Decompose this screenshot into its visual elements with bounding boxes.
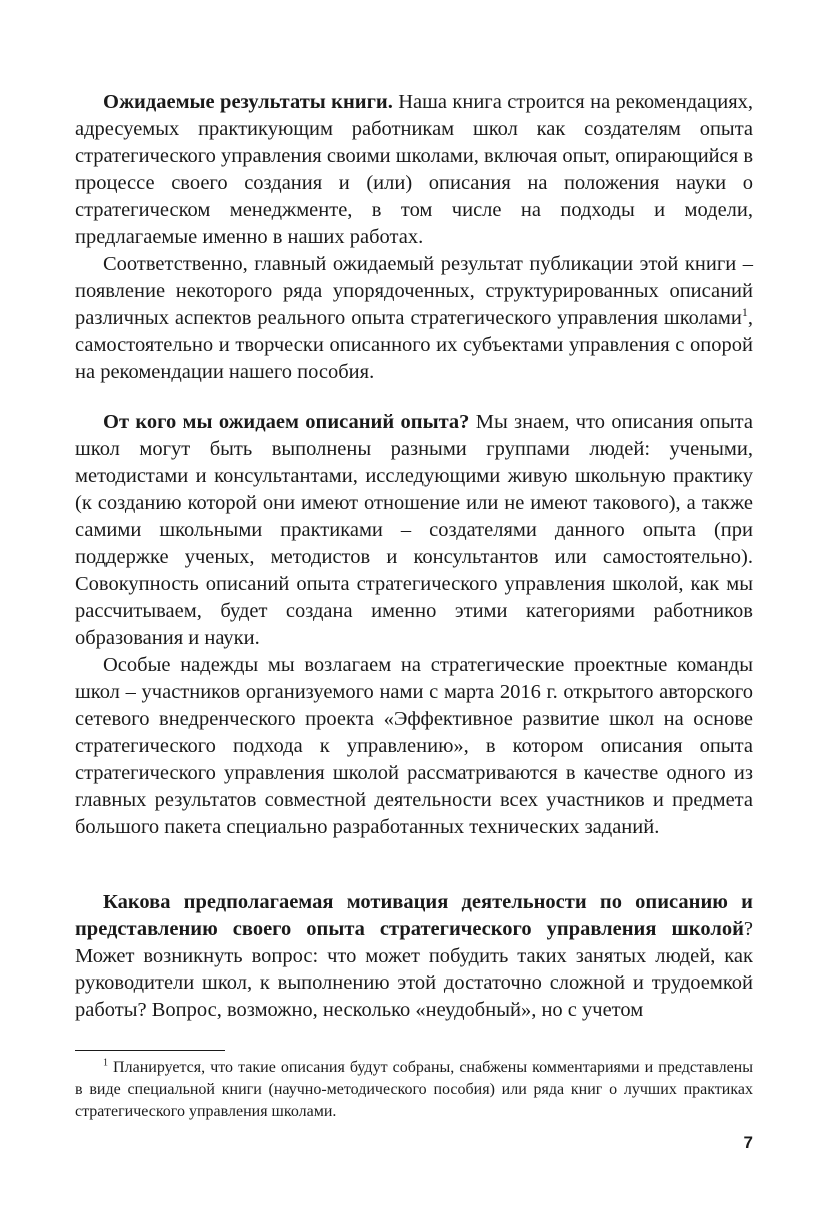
section-who-describes: [75, 409, 753, 841]
paragraph-text: ? Может возникнуть вопрос: что может побудить таких занятых людей, как руководители школ, к выполнению этой достаточно сложной и трудоемкой работы? Вопрос, возможно, несколько «неудобный», но с учетом: [75, 918, 753, 1021]
paragraph: [75, 409, 753, 652]
paragraph-text: Особые надежды мы возлагаем на стратегические проектные команды школ – участников организуемого нами с марта 2016 г. открытого авторского сетевого внедренческого проекта «Эффективное развитие школ на основе стратегического подхода к управлению», в котором описания опыта стратегического управления школой рассматриваются в качестве одного из главных результатов совместной деятельности всех участников и предмета большого пакета специально разработанных технических заданий.: [75, 654, 753, 838]
paragraph-text: Соответственно, главный ожидаемый результат публикации этой книги – появление некоторого ряда упорядоченных, структурированных описаний различных аспектов реального опыта стратегического управления школами: [75, 253, 753, 329]
footnote-text: Планируется, что такие описания будут собраны, снабжены комментариями и представлены в виде специальной книги (научно-методического пособия) или ряда книг о лучших практиках стратегического управления школами.: [75, 1059, 753, 1120]
paragraph-lead-heading: Ожидаемые результаты книги.: [103, 91, 393, 113]
paragraph-text: Мы знаем, что описания опыта школ могут быть выполнены разными группами людей: учеными, методистами и консультантами, исследующими живую школьную практику (к созданию которой они имеют отношение или не имеют такового), а также самими школьными практиками – создателями данного опыта (при поддержке ученых, методистов и консультантов или самостоятельно). Совокупность описаний опыта стратегического управления школой, как мы рассчитываем, будет создана именно этими категориями работников образования и науки.: [75, 411, 753, 649]
page-number: 7: [743, 1133, 753, 1152]
paragraph-text: , самостоятельно и творчески описанного их субъектами управления с опорой на рекомендации нашего пособия.: [75, 307, 753, 383]
footnote: [75, 1057, 753, 1123]
paragraph-lead-heading: От кого мы ожидаем описаний опыта?: [103, 411, 470, 433]
footnote-marker: 1: [103, 1057, 108, 1069]
paragraph-lead-heading: Какова предполагаемая мотивация деятельности по описанию и представлению своего опыта стратегического управления школой: [75, 891, 753, 940]
footnote-divider: [75, 1050, 225, 1051]
paragraph: [75, 652, 753, 841]
section-expected-results: [75, 89, 753, 386]
paragraph: [75, 251, 753, 386]
footnote-text-paragraph: [75, 1057, 753, 1123]
paragraph: [75, 889, 753, 1024]
footnote-reference: 1: [741, 305, 748, 320]
paragraph-text: Наша книга строится на рекомендациях, адресуемых практикующим работникам школ как создателям опыта стратегического управления своими школами, включая опыт, опирающийся в процессе своего создания и (или) описания на положения науки о стратегическом менеджменте, в том числе на подходы и модели, предлагаемые именно в наших работах.: [75, 91, 753, 248]
paragraph: [75, 89, 753, 251]
section-motivation: [75, 889, 753, 1024]
